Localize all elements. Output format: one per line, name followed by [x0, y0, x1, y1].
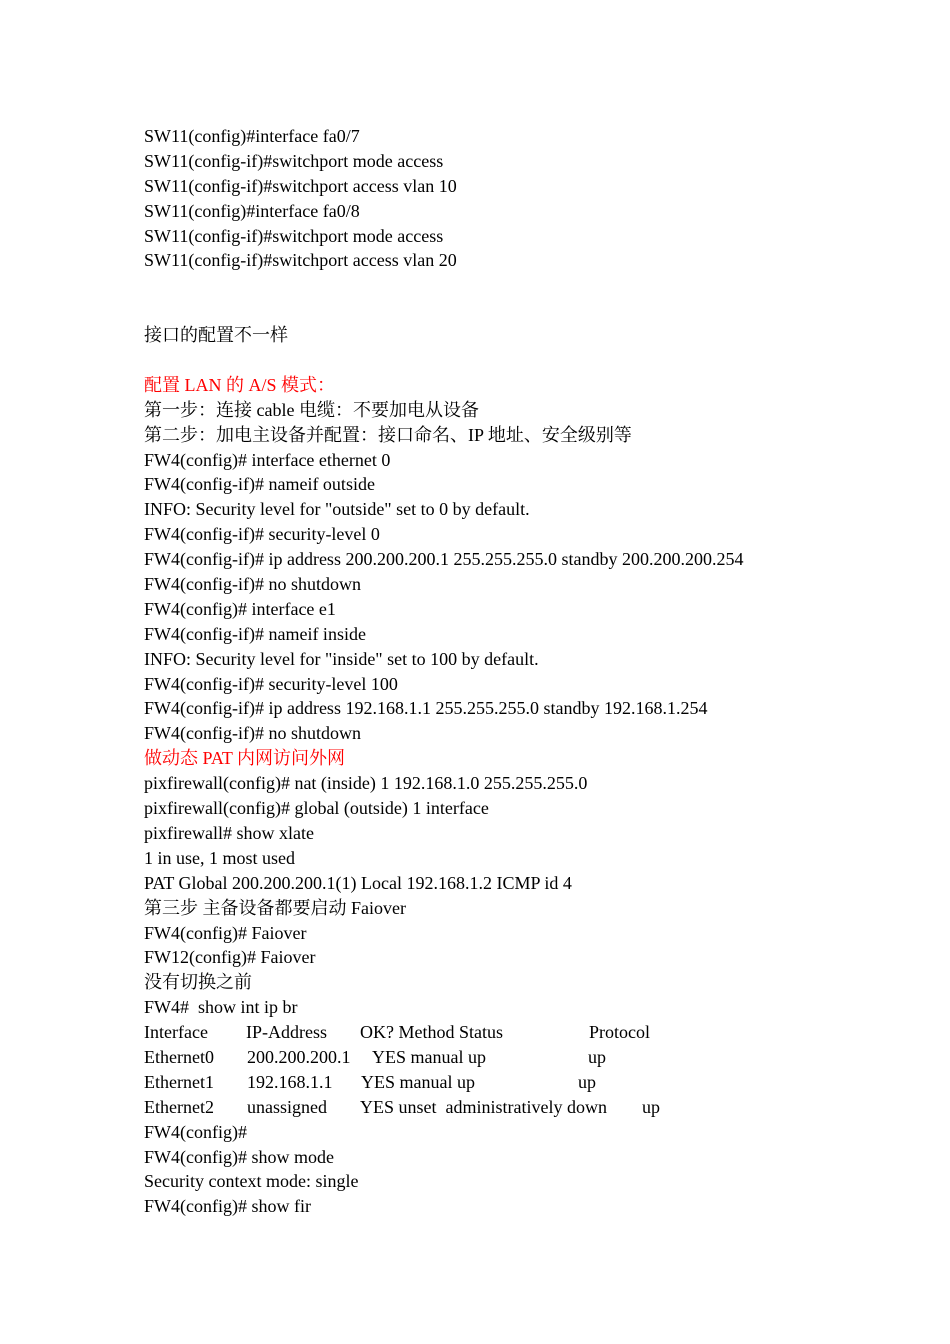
spacer [144, 298, 844, 323]
table-cell: 192.168.1.1 [247, 1071, 333, 1092]
config-line: FW4(config)# Faiover [144, 922, 307, 943]
config-line: FW4(config-if)# nameif inside [144, 623, 366, 644]
document-page [144, 124, 844, 1219]
config-line: FW4(config)# show mode [144, 1146, 334, 1167]
config-line: FW4(config-if)# ip address 200.200.200.1 255.255.255.0 standby 200.200.200.254 [144, 549, 744, 570]
config-line: SW11(config-if)#switchport access vlan 10 [144, 175, 457, 196]
config-line: FW4(config-if)# no shutdown [144, 574, 361, 595]
config-line: FW4(config-if)# security-level 100 [144, 673, 398, 694]
interface-table-header [144, 1020, 844, 1045]
table-cell: up [642, 1096, 660, 1117]
column-header: OK? Method Status [360, 1022, 503, 1043]
step-text: 第三步 主备设备都要启动 Faiover [144, 897, 406, 918]
table-cell: Ethernet1 [144, 1071, 214, 1092]
config-line: FW4(config-if)# no shutdown [144, 723, 361, 744]
config-line: FW4(config)# [144, 1121, 247, 1142]
config-line: FW4(config)# interface ethernet 0 [144, 449, 391, 470]
table-cell: up [578, 1071, 596, 1092]
interface-table-row [144, 1070, 844, 1095]
config-line: SW11(config-if)#switchport access vlan 20 [144, 250, 457, 271]
config-line: pixfirewall(config)# global (outside) 1 interface [144, 798, 489, 819]
config-line: INFO: Security level for "inside" set to 100 by default. [144, 648, 539, 669]
config-line: FW4(config)# interface e1 [144, 598, 336, 619]
config-line: SW11(config-if)#switchport mode access [144, 150, 444, 171]
spacer [144, 273, 844, 298]
note-text: 没有切换之前 [144, 972, 252, 993]
config-line: INFO: Security level for "outside" set to 0 by default. [144, 499, 530, 520]
interface-table-row [144, 1045, 844, 1070]
column-header: Interface [144, 1022, 208, 1043]
table-cell: up [588, 1046, 606, 1067]
spacer [144, 348, 844, 373]
config-line: FW4(config-if)# security-level 0 [144, 524, 380, 545]
config-line: Security context mode: single [144, 1171, 359, 1192]
table-cell: Ethernet0 [144, 1046, 214, 1067]
config-line: SW11(config-if)#switchport mode access [144, 225, 444, 246]
table-cell: Ethernet2 [144, 1096, 214, 1117]
config-line: FW12(config)# Faiover [144, 947, 316, 968]
column-header: IP-Address [246, 1022, 327, 1043]
interface-table-row [144, 1095, 844, 1120]
table-cell: 200.200.200.1 [247, 1046, 351, 1067]
section-heading-pat: 做动态 PAT 内网访问外网 [144, 748, 346, 769]
config-line: FW4(config-if)# nameif outside [144, 474, 375, 495]
table-cell: YES manual up [372, 1046, 486, 1067]
section-heading-lan-as: 配置 LAN 的 A/S 模式： [144, 374, 336, 395]
table-cell: unassigned [247, 1096, 327, 1117]
config-line: FW4# show int ip br [144, 997, 298, 1018]
config-line: SW11(config)#interface fa0/7 [144, 126, 360, 146]
config-line: FW4(config)# show fir [144, 1196, 311, 1217]
table-cell: YES manual up [361, 1071, 475, 1092]
step-text: 第一步：连接 cable 电缆：不要加电从设备 [144, 399, 479, 420]
config-line: FW4(config-if)# ip address 192.168.1.1 255.255.255.0 standby 192.168.1.254 [144, 698, 708, 719]
table-cell: YES unset administratively down [360, 1096, 607, 1117]
note-text: 接口的配置不一样 [144, 325, 288, 346]
config-line: 1 in use, 1 most used [144, 847, 295, 868]
config-line: pixfirewall(config)# nat (inside) 1 192.168.1.0 255.255.255.0 [144, 773, 588, 794]
config-line: pixfirewall# show xlate [144, 822, 314, 843]
step-text: 第二步：加电主设备并配置：接口命名、IP 地址、安全级别等 [144, 424, 632, 445]
config-line: SW11(config)#interface fa0/8 [144, 200, 360, 221]
column-header: Protocol [589, 1022, 650, 1043]
config-line: PAT Global 200.200.200.1(1) Local 192.168.1.2 ICMP id 4 [144, 872, 572, 893]
